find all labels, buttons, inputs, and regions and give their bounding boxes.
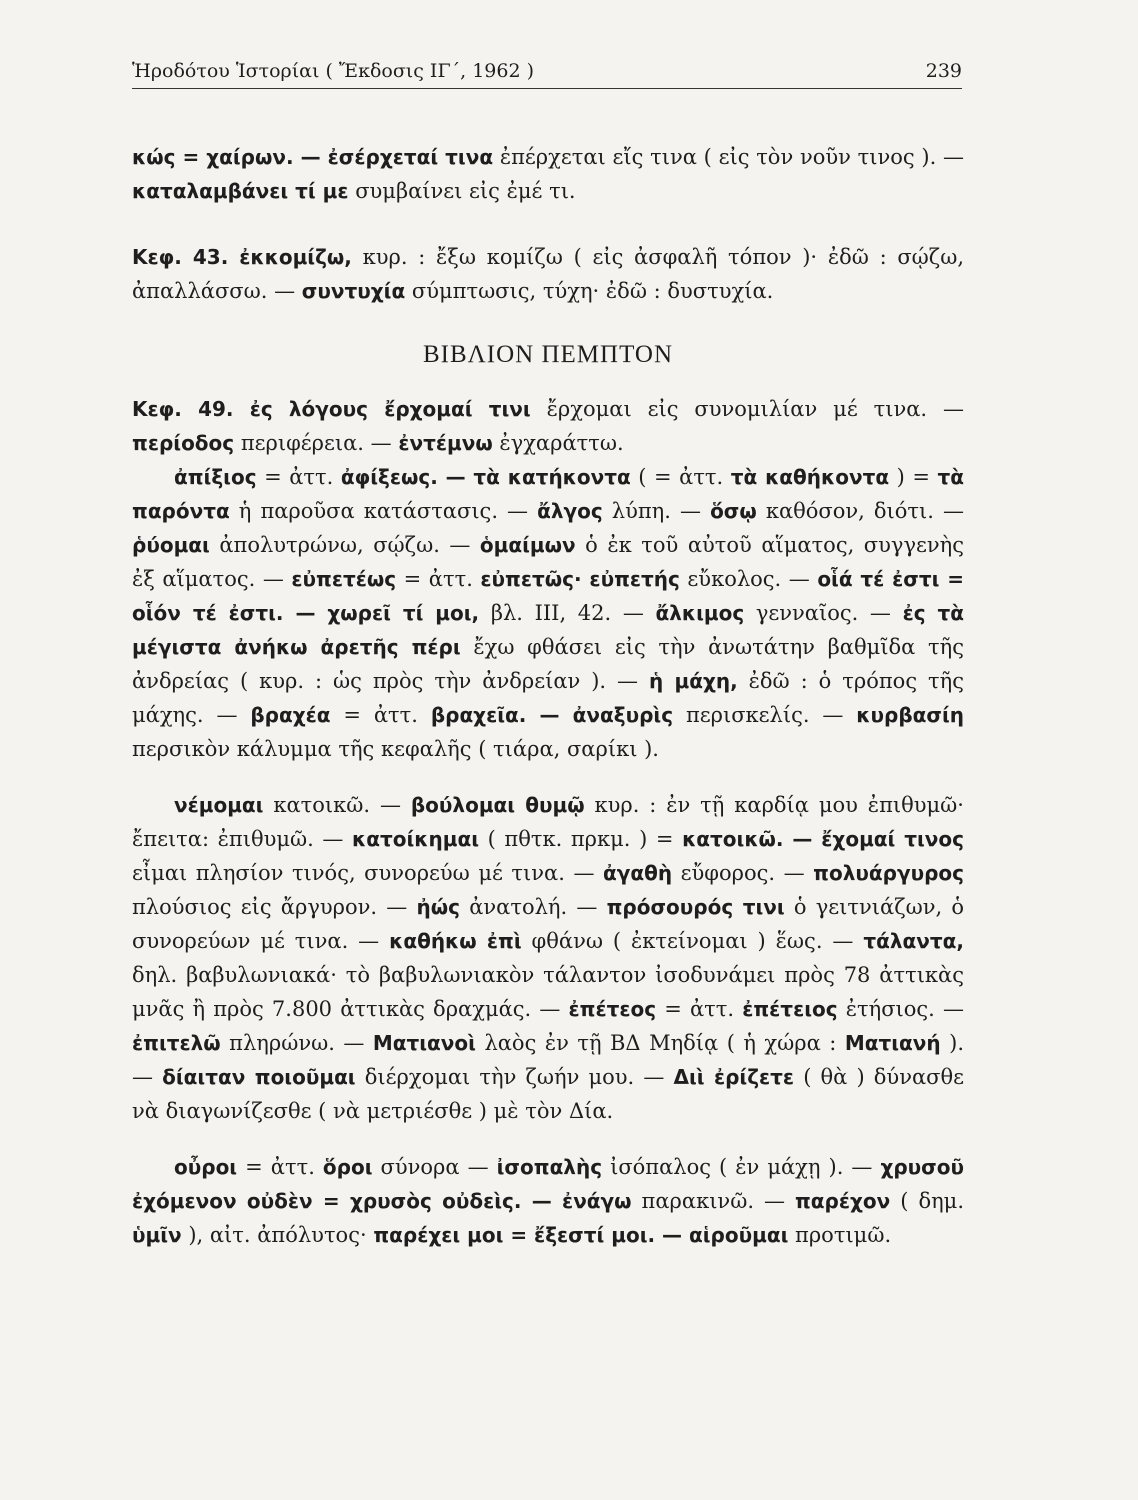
gloss-text: ἐδῶ : ὁ τρόπος τῆς μάχης. — bbox=[132, 669, 964, 727]
lemma-term: ἐντέμνω bbox=[398, 431, 493, 455]
gloss-text: σύνορα — bbox=[372, 1155, 497, 1179]
lemma-term: Ματιανή bbox=[844, 1031, 941, 1055]
gloss-text: ὁ γειτνιάζων, ὁ συνορεύων μέ τινα. — bbox=[132, 895, 965, 953]
lemma-term: ἀγαθὴ bbox=[603, 861, 673, 885]
lemma-term: ἠώς bbox=[416, 895, 460, 919]
lemma-term: κυρβασίη bbox=[856, 703, 964, 727]
lemma-term: οἷά τέ ἐστι = οἷόν τέ ἐστι. — χωρεῖ τί μοι, bbox=[132, 567, 964, 625]
gloss-text: σύμπτωσις, τύχη· ἐδῶ : δυστυχία. bbox=[405, 279, 774, 303]
lemma-term: τὰ παρόντα bbox=[132, 465, 964, 523]
lemma-term: περίοδος bbox=[132, 431, 235, 455]
gloss-text: λύπη. — bbox=[602, 499, 711, 523]
gloss-text: = ἀττ. bbox=[656, 997, 743, 1021]
lemma-term: ἀπίξιος bbox=[174, 465, 257, 489]
book-title: ΒΙΒΛΙΟΝ ΠΕΜΠΤΟΝ bbox=[422, 341, 674, 368]
lemma-term: ἐπιτελῶ bbox=[132, 1031, 221, 1055]
lemma-term: τὰ καθήκοντα bbox=[730, 465, 890, 489]
gloss-text: = ἀττ. bbox=[330, 703, 431, 727]
lemma-term: καθήκω ἐπὶ bbox=[389, 929, 522, 953]
lemma-term: συντυχία bbox=[301, 279, 406, 303]
lemma-term: πρόσουρός τινι bbox=[606, 895, 785, 919]
gloss-text: ἔρχομαι εἰς συνομιλίαν μέ τινα. — bbox=[530, 397, 964, 421]
lemma-term: ἄλκιμος bbox=[655, 601, 745, 625]
lemma-term: πολυάργυρος bbox=[813, 861, 964, 885]
gloss-text: προτιμῶ. bbox=[788, 1223, 892, 1247]
gloss-text: ὁ ἐκ τοῦ αὐτοῦ αἵματος, συγγενὴς ἐξ αἵματος. — bbox=[132, 533, 964, 591]
lemma-term: παρέχον bbox=[794, 1189, 891, 1213]
lemma-term: ἀφίξεως. — τὰ κατήκοντα bbox=[340, 465, 631, 489]
gloss-text: ἔχω φθάσει εἰς τὴν ἀνωτάτην βαθμῖδα τῆς ἀνδρείας ( κυρ. : ὡς πρὸς τὴν ἀνδρείαν ). — bbox=[132, 635, 964, 693]
header-title: Ἡροδότου Ἱστορίαι ( Ἔκδοσις ΙΓ΄, 1962 ) bbox=[132, 60, 535, 82]
gloss-text: συμβαίνει εἰς ἐμέ τι. bbox=[348, 179, 576, 203]
lemma-term: Διὶ ἐρίζετε bbox=[673, 1065, 795, 1089]
lemma-term: καταλαμβάνει τί με bbox=[132, 179, 349, 203]
lemma-term: κατοίκημαι bbox=[352, 827, 479, 851]
gloss-text: καθόσον, διότι. — bbox=[756, 499, 964, 523]
gloss-text: περιφέρεια. — bbox=[234, 431, 399, 455]
gloss-text: εἶμαι πλησίον τινός, συνορεύω μέ τινα. — bbox=[132, 861, 604, 885]
lemma-term: βραχεῖα. — ἀναξυρὶς bbox=[430, 703, 674, 727]
gloss-text: = ἀττ. bbox=[237, 1155, 323, 1179]
gloss-text: παρακινῶ. — bbox=[631, 1189, 795, 1213]
gloss-text: κυρ. : ἔξω κομίζω ( εἰς ἀσφαλῆ τόπον )· ἐδῶ : σῴζω, ἀπαλλάσσω. — bbox=[132, 245, 964, 303]
gloss-text: ἀπολυτρώνω, σῴζω. — bbox=[209, 533, 480, 557]
paragraph-glossary-3 bbox=[132, 1150, 964, 1252]
lemma-term: ὁμαίμων bbox=[479, 533, 576, 557]
gloss-text: = ἀττ. bbox=[396, 567, 481, 591]
lemma-term: ἄλγος bbox=[537, 499, 603, 523]
gloss-text: δηλ. βαβυλωνιακά· τὸ βαβυλωνιακὸν τάλαντον ἰσοδυνάμει πρὸς 78 ἀττικὰς μνᾶς ἢ πρὸς 7.800 ἀττικὰς δραχμάς. — bbox=[132, 963, 964, 1021]
gloss-text: γενναῖος. — bbox=[744, 601, 903, 625]
gloss-text: ( θὰ ) δύνασθε νὰ διαγωνίζεσθε ( νὰ μετριέσθε ) μὲ τὸν Δία. bbox=[132, 1065, 965, 1123]
gloss-text: ἰσόπαλος ( ἐν μάχῃ ). — bbox=[602, 1155, 881, 1179]
gloss-text: κατοικῶ. — bbox=[263, 793, 411, 817]
gloss-text: βλ. III, 42. — bbox=[479, 601, 656, 625]
gloss-text: ἐπέρχεται εἴς τινα ( εἰς τὸν νοῦν τινος ). — bbox=[493, 145, 964, 169]
gloss-text: φθάνω ( ἐκτείνομαι ) ἕως. — bbox=[521, 929, 864, 953]
lemma-term: κατοικῶ. — ἔχομαί τινος bbox=[682, 827, 964, 851]
gloss-text: περσικὸν κάλυμμα τῆς κεφαλῆς ( τιάρα, σαρίκι ). bbox=[132, 737, 659, 761]
gloss-text: διέρχομαι τὴν ζωήν μου. — bbox=[355, 1065, 674, 1089]
gloss-text: ( δημ. bbox=[890, 1189, 964, 1213]
lemma-term: τάλαντα, bbox=[863, 929, 964, 953]
lemma-term: ἐς τὰ μέγιστα ἀνήκω ἀρετῆς πέρι bbox=[132, 601, 964, 659]
lemma-term: Ματιανοὶ bbox=[372, 1031, 476, 1055]
gloss-text: ἐγχαράττω. bbox=[492, 431, 624, 455]
lemma-term: δίαιταν ποιοῦμαι bbox=[162, 1065, 356, 1089]
gloss-text: λαὸς ἐν τῇ ΒΔ Μηδίᾳ ( ἡ χώρα : bbox=[475, 1031, 845, 1055]
lemma-term: ἐπέτειος bbox=[742, 997, 838, 1021]
gloss-text: εὔκολος. — bbox=[679, 567, 818, 591]
lemma-term: ὅσῳ bbox=[710, 499, 757, 523]
lemma-term: βραχέα bbox=[250, 703, 331, 727]
paragraph-chapter-49 bbox=[132, 392, 964, 460]
lemma-term: χρυσοῦ ἐχόμενον οὐδὲν = χρυσὸς οὐδεὶς. — ἐνάγω bbox=[132, 1155, 964, 1213]
running-header bbox=[132, 60, 962, 89]
gloss-text: ) = bbox=[889, 465, 938, 489]
gloss-text: = ἀττ. bbox=[256, 465, 341, 489]
gloss-text: πλούσιος εἰς ἄργυρον. — bbox=[132, 895, 417, 919]
lemma-term: ἐπέτεος bbox=[568, 997, 657, 1021]
paragraph-glossary-2 bbox=[132, 788, 964, 1128]
lemma-term: Κεφ. 49. ἐς λόγους ἔρχομαί τινι bbox=[132, 397, 531, 421]
gloss-text: ( = ἀττ. bbox=[630, 465, 731, 489]
gloss-text: ). — bbox=[132, 1031, 965, 1089]
page-body bbox=[132, 140, 964, 1252]
page-number: 239 bbox=[925, 60, 962, 82]
paragraph-glossary-1 bbox=[132, 460, 964, 766]
lemma-term: κώς = χαίρων. — ἐσέρχεταί τινα bbox=[132, 145, 494, 169]
lemma-term: ἡ μάχη, bbox=[649, 669, 738, 693]
lemma-term: ὑμῖν bbox=[132, 1223, 182, 1247]
gloss-text: περισκελίς. — bbox=[673, 703, 857, 727]
lemma-term: Κεφ. 43. ἐκκομίζω, bbox=[132, 245, 352, 269]
lemma-term: ὅροι bbox=[322, 1155, 373, 1179]
lemma-term: ἰσοπαλὴς bbox=[496, 1155, 603, 1179]
lemma-term: ῥύομαι bbox=[132, 533, 210, 557]
gloss-text: ), αἰτ. ἀπόλυτος· bbox=[181, 1223, 374, 1247]
lemma-term: νέμομαι bbox=[174, 793, 264, 817]
gloss-text: ἀνατολή. — bbox=[459, 895, 607, 919]
gloss-text: ἡ παροῦσα κατάστασις. — bbox=[229, 499, 538, 523]
lemma-term: οὖροι bbox=[174, 1155, 238, 1179]
gloss-text: κυρ. : ἐν τῇ καρδίᾳ μου ἐπιθυμῶ· ἔπειτα: ἐπιθυμῶ. — bbox=[132, 793, 964, 851]
gloss-text: ἐτήσιος. — bbox=[837, 997, 965, 1021]
paragraph-intro bbox=[132, 140, 964, 208]
gloss-text: πληρώνω. — bbox=[220, 1031, 373, 1055]
lemma-term: βούλομαι θυμῷ bbox=[410, 793, 585, 817]
lemma-term: παρέχει μοι = ἔξεστί μοι. — αἱροῦμαι bbox=[373, 1223, 789, 1247]
paragraph-chapter-43 bbox=[132, 240, 964, 308]
lemma-term: εὐπετῶς· εὐπετής bbox=[480, 567, 680, 591]
gloss-text: ( πθτκ. πρκμ. ) = bbox=[479, 827, 683, 851]
lemma-term: εὐπετέως bbox=[291, 567, 397, 591]
gloss-text: εὔφορος. — bbox=[672, 861, 814, 885]
